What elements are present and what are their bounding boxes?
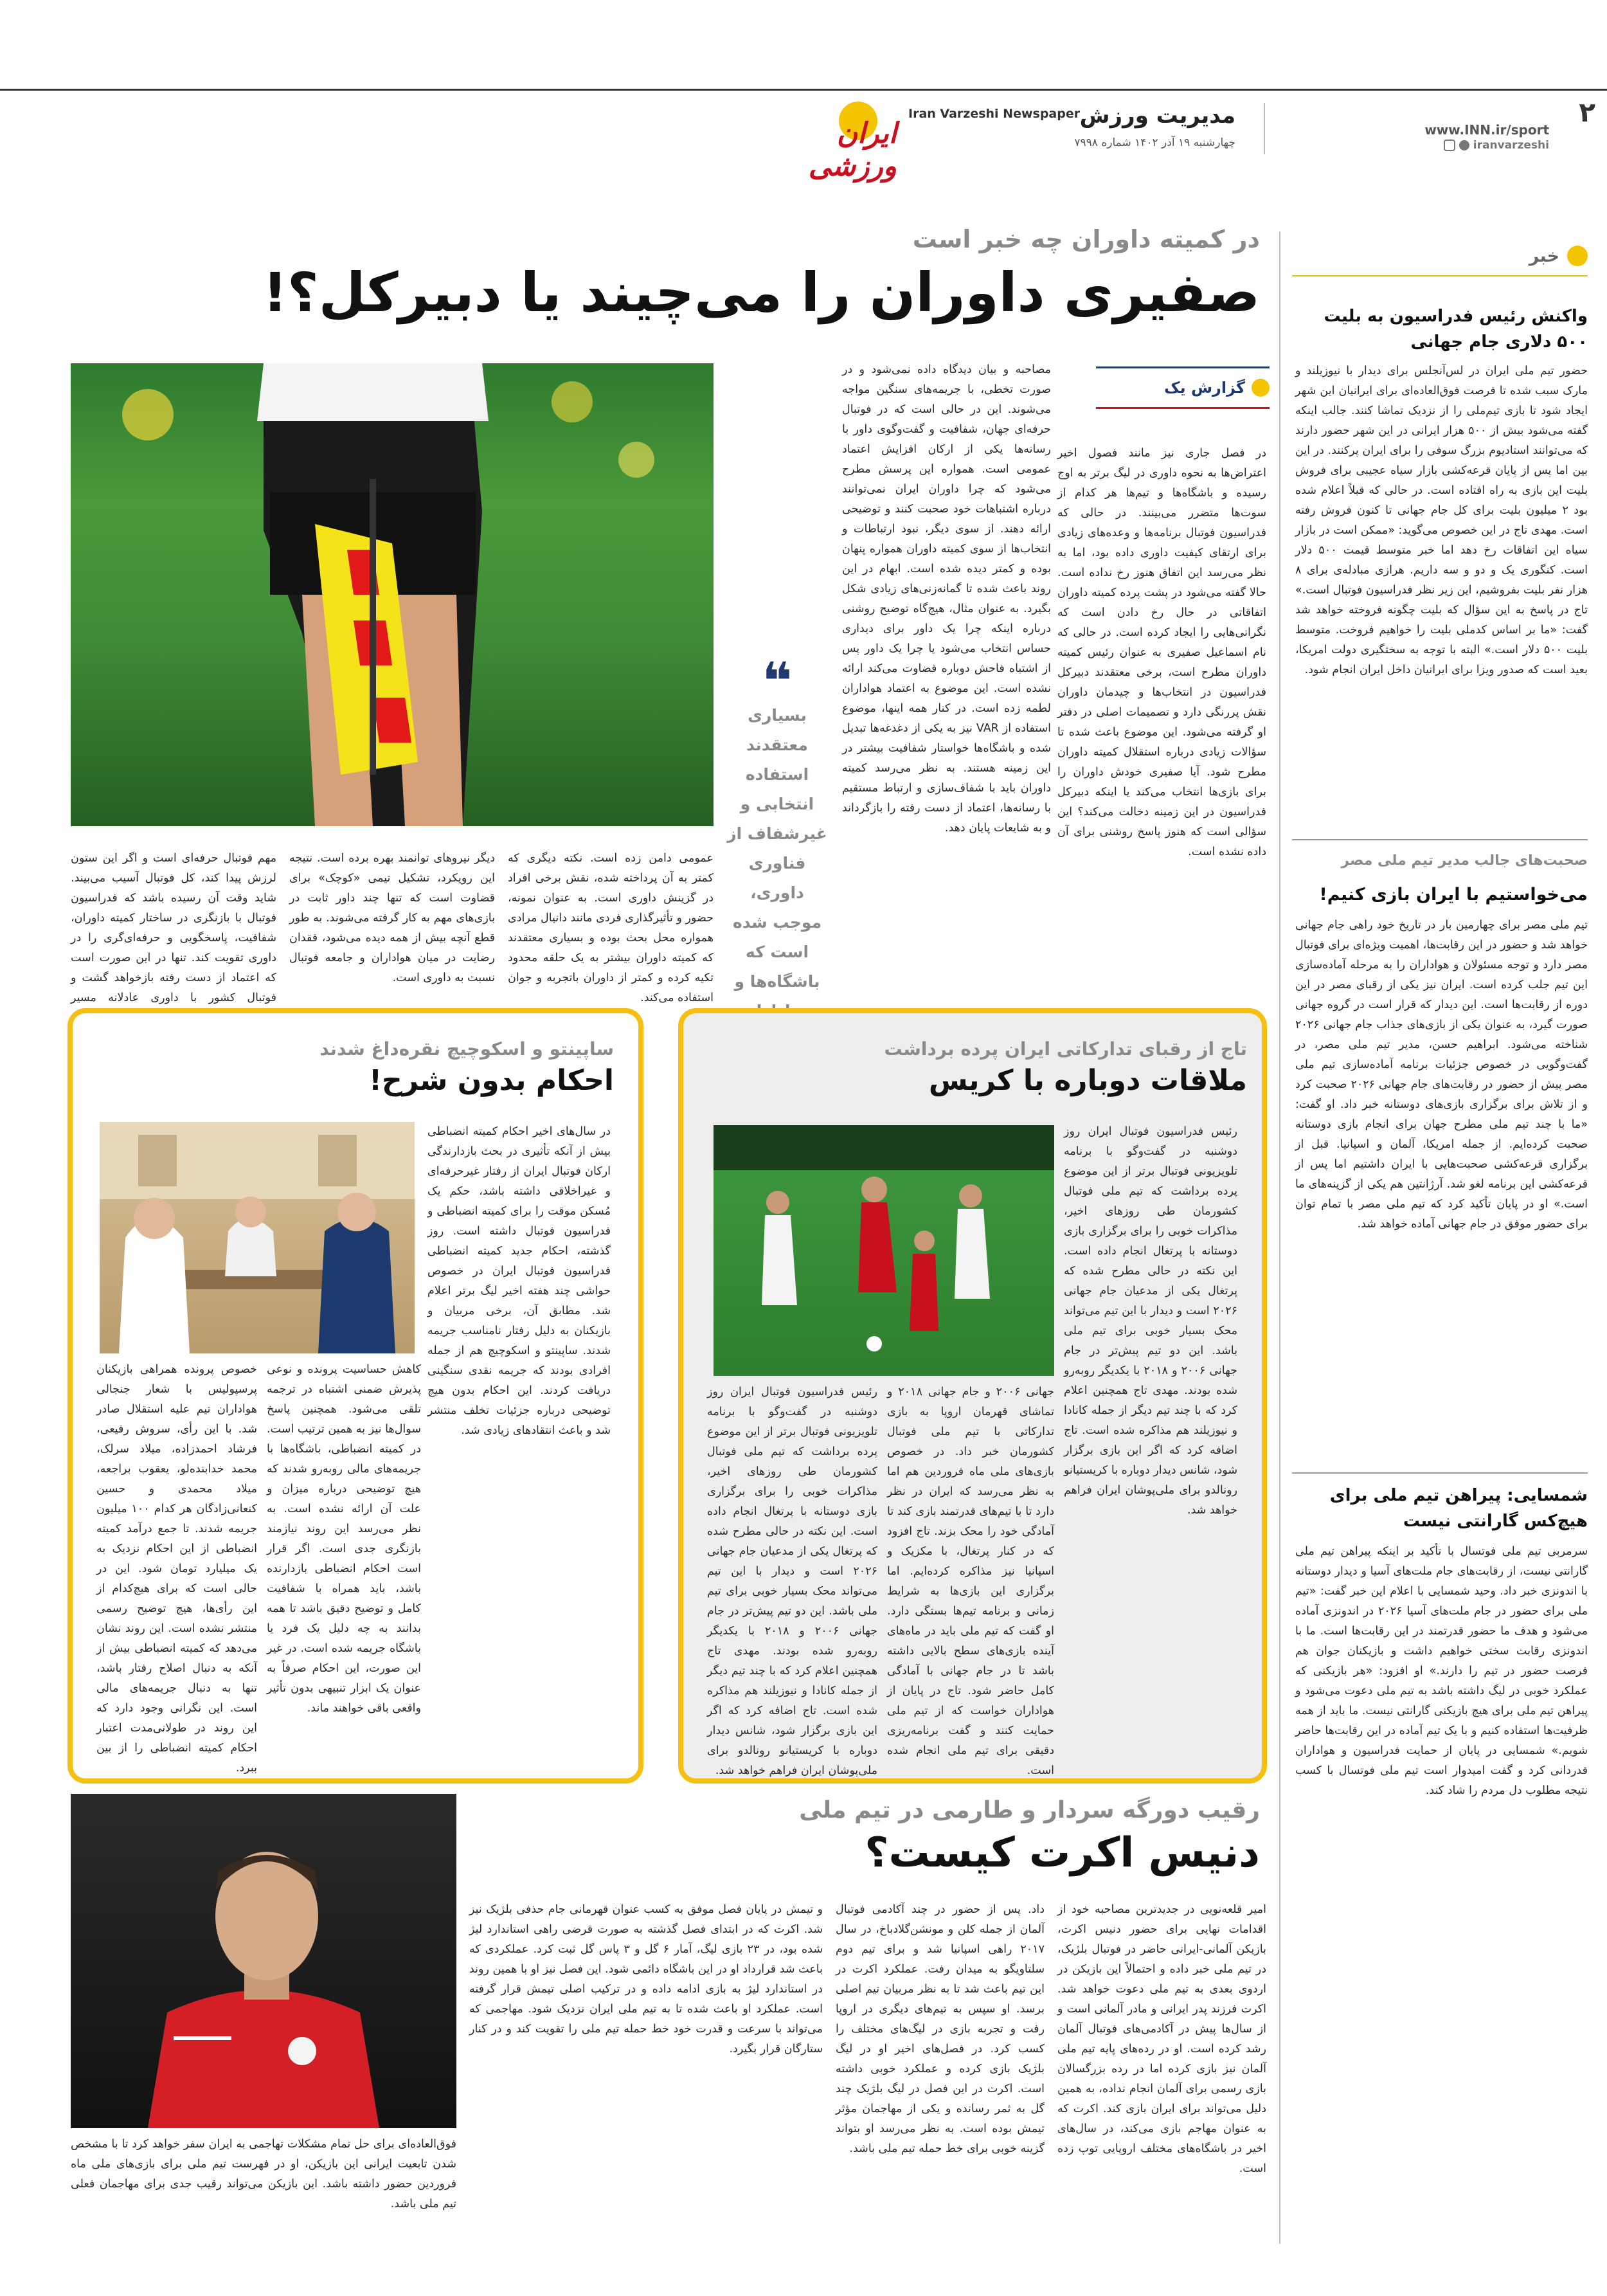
sidebar-label: خبر bbox=[1529, 246, 1588, 266]
main-title: صفیری داوران را می‌چیند یا دبیرکل؟! bbox=[262, 261, 1260, 324]
sidebar-news2-title: می‌خواستیم با ایران بازی کنیم! bbox=[1319, 885, 1588, 905]
sidebar-news3-title: شمسایی: پیراهن تیم ملی برای هیچ‌کس گارانتی نیست bbox=[1329, 1486, 1588, 1531]
ekert-col2: داد. پس از حضور در چند آکادمی فوتبال آلمان از جمله کلن و مونشن‌گلادباخ، در سال ۲۰۱۷ راهی اسپانیا شد و برای تیم دوم سلتاویگو به میدان رفت. عملکرد اکرت در این تیم باعث شد تا به نظر مربیان تیم اصلی برسد. او سپس به تیم‌های دیگری در اروپا رفت و تجربه بازی در لیگ‌های مختلف را کسب کرد. در فصل‌های اخیر او در لیگ بلژیک بازی کرده و عملکرد خوبی داشته است. اکرت در این فصل در لیگ بلژیک چند گل به ثمر رسانده و یکی از مهاجمان مؤثر تیمش بوده است. به نظر می‌رسد او بتواند گزینه خوبی برای خط حمله تیم ملی باشد. bbox=[836, 1903, 1045, 2155]
box-referees-col-far: خصوص پرونده همراهی بازیکنان پرسپولیس با شعار جنجالی هواداران تیم علیه استقلال صادر شد. با این رأی، سروش رفیعی، فرشاد احمدزاده، میلاد سرلک، محمد خدابنده‌لو، یعقوب براجعه، میلاد محمدی و حسین کنعانی‌زادگان هر کدام ۱۰۰ میلیون جریمه شدند. تا جمع درآمد کمیته انضباطی از این احکام نزدیک به یک میلیارد تومان شود. این در حالی است که برای هیچ‌کدام از این رأی‌ها، هیچ توضیح رسمی منتشر نشده است. این روند نشان می‌دهد که کمیته انضباطی بیش از آنکه به دنبال اصلاح رفتار باشد، تنها به دنبال جریمه‌های مالی است. این نگرانی وجود دارد که این روند در طولانی‌مدت اعتبار احکام کمیته انضباطی را از بین ببرد. bbox=[96, 1363, 257, 1775]
box-referees-kicker: ساپینتو و اسکوچیچ نقره‌داغ شدند bbox=[319, 1038, 614, 1060]
pull-quote: ❝ بسیاری معتقدند استفاده انتخابی و غیرشفاف از فناوری داوری، موجب شده است که باشگاه‌ها و bbox=[723, 662, 831, 1144]
logo[interactable] bbox=[755, 96, 897, 183]
section-title: مدیریت ورزش bbox=[1079, 103, 1235, 129]
sidebar-label-rule bbox=[1292, 275, 1588, 276]
sidebar-news3-body: سرمربی تیم ملی فوتسال با تأکید بر اینکه پیراهن تیم ملی گارانتی نیست، از رقابت‌های جام ملت‌های آسیا و دیدار دوستانه با اندونزی خبر داد. وحید شمسایی با اعلام این خبر گفت: «تیم ملی برای حضور در جام ملت‌های آسیا ۲۰۲۶ در اندونزی آماده می‌شود و هدف ما حضور قدرتمند در این رقابت‌ها است. ما با اندونزی رقابت سختی خواهیم داشت و بازیکنان جوان هم فرصت حضور در تیم را دارند.» او افزود: «هر بازیکنی که عملکرد خوبی در لیگ داشته باشد به تیم ملی دعوت می‌شود و پیراهن تیم ملی برای هیچ بازیکنی گارانتی نیست. ما باید از همه ظرفیت‌ها استفاده کنیم و با یک تیم آماده در این رقابت‌ها حاضر شویم.» شمسایی در پایان از حمایت فدراسیون و هواداران قدردانی کرد و گفت امیدوار است تیم ملی فوتسال با کسب نتیجه مطلوب دل مردم را شاد کند. bbox=[1295, 1545, 1588, 1797]
main-bottom-col3: مهم فوتبال حرفه‌ای است و اگر این ستون لرزش پیدا کند، کل فوتبال آسیب می‌بیند. شاید وقت آن رسیده باشد که فدراسیون فوتبال با بازنگری در ساختار کمیته داوران، شفافیت، پاسخگویی و حرفه‌ای‌گری را در داوری تقویت کند. تنها در این صورت است که اعتماد از دست رفته بازخواهد گشت و فوتبال کشور با داوری عادلانه مسیر bbox=[71, 852, 276, 1004]
portugal-match-photo bbox=[714, 1125, 1054, 1376]
ekert-col4: فوق‌العاده‌ای برای حل تمام مشکلات تهاجمی به ایران سفر خواهد کرد تا با مشخص شدن تابعیت ایرانی این بازیکن، او در فهرست تیم ملی برای بازی‌های ملی ماه فروردین حضور داشته باشد. این بازیکن می‌تواند رقیب جدی برای مهاجمان فعلی تیم ملی باشد. bbox=[71, 2138, 456, 2210]
sidebar-sep-1 bbox=[1292, 839, 1588, 840]
logo-text: ایران ورزشی bbox=[808, 117, 897, 183]
meeting-illustration bbox=[100, 1122, 415, 1353]
main-col1: در فصل جاری نیز مانند فصول اخیر اعتراض‌ها به نحوه داوری در لیگ برتر به اوج رسیده و باشگاه‌ها و تیم‌ها هر کدام از سوت‌ها متضرر می‌بینند. در حالی که فدراسیون فوتبال برنامه‌ها و وعده‌های زیادی برای ارتقای کیفیت داوری داده بود، اما به نظر می‌رسد این اتفاق هنوز رخ نداده است. حالا گفته می‌شود در پشت پرده کمیته داوران اتفاقاتی در حال رخ دادن است که نگرانی‌هایی را ایجاد کرده است. در حالی که نام اسماعیل صفیری به عنوان رئیس کمیته داوران مطرح است، برخی معتقدند دبیرکل فدراسیون در انتخاب‌ها و چیدمان داوران نقش پررنگی دارد و تصمیمات اصلی در دفتر او گرفته می‌شود. این موضوع باعث شده تا سؤالات زیادی درباره استقلال کمیته داوران مطرح شود. آیا صفیری خودش داوران را برای بازی‌ها انتخاب می‌کند یا اینکه دبیرکل فدراسیون در این زمینه دخالت می‌کند؟ این سؤالی است که هنوز پاسخ روشنی برای آن داده نشده است. bbox=[1057, 447, 1266, 858]
player-illustration bbox=[71, 1794, 456, 2128]
ekert-title: دنیس اکرت کیست؟ bbox=[865, 1829, 1260, 1877]
meeting-photo bbox=[100, 1122, 415, 1353]
header-divider bbox=[1264, 103, 1265, 154]
box-referees-title: احکام بدون شرح! bbox=[368, 1064, 614, 1097]
main-col2: مصاحبه و بیان دیدگاه داده نمی‌شود و در صورت تخطی، با جریمه‌های سنگین مواجه می‌شوند. این در حالی است که در فوتبال حرفه‌ای جهان، شفافیت و گفت‌وگوی داور با رسانه‌ها یکی از ارکان افزایش اعتماد عمومی است. همواره این پرسش مطرح می‌شود که چرا داوران ایران نمی‌توانند درباره اشتباهات خود صحبت کنند و توضیحی ارائه دهند. از سوی دیگر، نبود ارتباطات و انتخاب‌ها از سوی کمیته داوران همواره پنهان بوده و کمتر دیده شده است. ابهام در این روند باعث شده تا گمانه‌زنی‌های زیادی شکل بگیرد. به عنوان مثال، هیچ‌گاه توضیح روشنی درباره اینکه چرا یک داور برای دیداری حساس انتخاب می‌شود یا چرا یک داور پس از اشتباه فاحش دوباره قضاوت می‌کند ارائه نشده است. این موضوع به اعتماد هواداران لطمه زده است. در کنار همه اینها، موضوع استفاده از VAR نیز به یکی از دغدغه‌ها تبدیل شده و باشگاه‌ها خواستار شفافیت بیشتر در این زمینه هستند. به نظر می‌رسد کمیته داوران باید با شفاف‌سازی و ارتباط مستقیم با رسانه‌ها، اعتماد از دست رفته را بازگرداند و به شایعات پایان دهد. bbox=[842, 363, 1051, 835]
report-label: گزارش یک bbox=[1096, 366, 1270, 409]
referee-photo bbox=[71, 363, 714, 826]
box-portugal-title: ملاقات دوباره با کریس bbox=[928, 1064, 1247, 1097]
referee-illustration bbox=[71, 363, 714, 826]
ekert-kicker: رقیب دورگه سردار و طارمی در تیم ملی bbox=[799, 1797, 1260, 1823]
ekert-col1: امیر قلعه‌نویی در جدیدترین مصاحبه خود از اقدامات نهایی برای حضور دنیس اکرت، بازیکن آلمانی-ایرانی حاضر در فوتبال بلژیک، در تیم ملی خبر داده و احتمالاً این بازیکن در اردوی بعدی به تیم ملی دعوت خواهد شد. اکرت فرزند پدر ایرانی و مادر آلمانی است و از سال‌ها پیش در آکادمی‌های فوتبال آلمان رشد کرده است. او در رده‌های پایه تیم ملی آلمان نیز بازی کرده اما در رده بزرگسالان بازی رسمی برای آلمان انجام نداده، به همین دلیل می‌تواند برای ایران بازی کند. اکرت که به عنوان مهاجم بازی می‌کند، در سال‌های اخیر در باشگاه‌های مختلف اروپایی توپ زده است. bbox=[1057, 1903, 1266, 2175]
ekert-col3: و تیمش در پایان فصل موفق به کسب عنوان قهرمانی جام حذفی بلژیک نیز شد. اکرت که در ابتدای فصل گذشته به صورت قرضی راهی استاندارد لیژ شده بود، در ۲۳ بازی لیگ، آمار ۶ گل و ۳ پاس گل ثبت کرد. عملکردی که باعث شد قرارداد او در این باشگاه دائمی شود. این فصل نیز او با همین روند در استاندارد لیژ به بازی ادامه داده و در ترکیب اصلی تیمش قرار گرفته است. عملکرد او باعث شده تا به تیم ملی ایران نزدیک شود. مهاجمی که می‌تواند با سرعت و قدرت خود خط حمله تیم ملی را تقویت کند و در کنار ستارگان قرار بگیرد. bbox=[469, 1903, 823, 2056]
quote-icon: ❝ bbox=[762, 651, 793, 711]
newspaper-en: Iran Varzeshi Newspaper bbox=[908, 107, 1081, 121]
instagram-icon[interactable] bbox=[1444, 140, 1455, 151]
website-text[interactable]: www.INN.ir/sport bbox=[1424, 122, 1549, 138]
sidebar-news1-title: واکنش رئیس فدراسیون به بلیت ۵۰۰ دلاری جام جهانی bbox=[1324, 307, 1588, 352]
box-portugal-col-left2: رئیس فدراسیون فوتبال ایران روز دوشنبه در گفت‌وگو با برنامه تلویزیونی فوتبال برتر از این موضوع پرده برداشت که تیم ملی فوتبال کشورمان طی روزهای اخیر، مذاکرات خوبی را برای برگزاری بازی دوستانه با پرتغال انجام داده است. این نکته در حالی مطرح شده که پرتغال یکی از مدعیان جام جهانی ۲۰۲۶ است و دیدار با این تیم می‌تواند محک بسیار خوبی برای تیم ملی باشد. این دو تیم پیش‌تر در جام جهانی ۲۰۰۶ و ۲۰۱۸ با یکدیگر روبه‌رو شده بودند. مهدی تاج همچنین اعلام کرد که با چند تیم دیگر از جمله کانادا و نیوزیلند هم مذاکره شده است. تاج اضافه کرد که اگر این بازی برگزار شود، شانس دیدار دوباره با کریستیانو رونالدو برای ملی‌پوشان ایران فراهم خواهد شد. bbox=[707, 1386, 877, 1777]
box-referees-col-left: کاهش حساسیت پرونده و نوعی پذیرش ضمنی اشتباه در ترجمه تلقی می‌شود. همچنین پاسخ سوال‌ها نیز به همین ترتیب است. در کمیته انضباطی، باشگاه‌ها با جریمه‌های مالی روبه‌رو شدند که هیچ توضیحی درباره میزان و علت آن ارائه نشده است. به نظر می‌رسد این روند نیازمند بازنگری جدی است. اگر قرار است احکام انضباطی بازدارنده باشد، باید همراه با شفافیت کامل و توضیح دقیق باشد تا همه بدانند به چه دلیل یک فرد یا باشگاه جریمه شده است. در غیر این صورت، این احکام صرفاً به عنوان یک ابزار تنبیهی بدون تأثیر واقعی باقی خواهند ماند. bbox=[267, 1363, 421, 1715]
date-line: چهارشنبه ۱۹ آذر ۱۴۰۲ شماره ۷۹۹۸ bbox=[1074, 136, 1235, 149]
page-number: ۲ bbox=[1579, 96, 1595, 128]
ekert-photo bbox=[71, 1794, 456, 2128]
top-rule bbox=[0, 89, 1607, 91]
sidebar-divider bbox=[1279, 231, 1280, 2244]
telegram-icon[interactable] bbox=[1459, 140, 1469, 150]
sidebar-news2-kicker: صحبت‌های جالب مدیر تیم ملی مصر bbox=[1341, 853, 1588, 869]
main-bottom-col2: دیگر نیروهای توانمند بهره برده است. نتیجه این رویکرد، تشکیل تیمی «کوچک» برای قضاوت است که تنها چند داور ثابت در بازی‌های مهم به کار گرفته می‌شوند. به طور قطع آنچه بیش از همه دیده می‌شود، فقدان رضایت در میان هواداران و جامعه فوتبال نسبت به داوری است. bbox=[289, 852, 495, 984]
box-portugal-col-right: رئیس فدراسیون فوتبال ایران روز دوشنبه در گفت‌وگو با برنامه تلویزیونی فوتبال برتر از این موضوع پرده برداشت که تیم ملی فوتبال کشورمان طی روزهای اخیر، مذاکرات خوبی را برای برگزاری بازی دوستانه با پرتغال انجام داده است. این نکته در حالی مطرح شده که پرتغال یکی از مدعیان جام جهانی ۲۰۲۶ است و دیدار با این تیم می‌تواند محک بسیار خوبی برای تیم ملی باشد. این دو تیم پیش‌تر در جام جهانی ۲۰۰۶ و ۲۰۱۸ با یکدیگر روبه‌رو شده بودند. مهدی تاج همچنین اعلام کرد که با چند تیم دیگر از جمله کانادا و نیوزیلند هم مذاکره شده است. تاج اضافه کرد که اگر این بازی برگزار شود، شانس دیدار دوباره با کریستیانو رونالدو برای ملی‌پوشان ایران فراهم خواهد شد. bbox=[1064, 1125, 1237, 1517]
match-illustration bbox=[714, 1125, 1054, 1376]
main-kicker: در کمیته داوران چه خبر است bbox=[912, 225, 1260, 253]
social-handle: iranvarzeshi bbox=[1444, 139, 1549, 152]
box-referees-col-right: در سال‌های اخیر احکام کمیته انضباطی بیش از آنکه تأثیری در بحث بازدارندگی ارکان فوتبال ایران از رفتار غیرحرفه‌ای و غیراخلاقی داشته باشد، حکم یک مُسکن موقت را برای کمیته انضباطی و فدراسیون فوتبال داشته است. روز گذشته، احکام جدید کمیته انضباطی فدراسیون فوتبال ایران در خصوص حواشی چند هفته اخیر لیگ برتر اعلام شد. مطابق آن، برخی مربیان و بازیکنان به دلیل رفتار نامناسب جریمه شدند. ساپینتو و اسکوچیچ هم از جمله افرادی بودند که جریمه نقدی سنگینی دریافت کردند. این احکام بدون هیچ توضیحی درباره جزئیات تخلف منتشر شد و باعث انتقادهای زیادی شد. bbox=[427, 1125, 611, 1437]
box-portugal-col-left: جهانی ۲۰۰۶ و جام جهانی ۲۰۱۸ و تماشای قهرمان اروپا به بازی تدارکاتی با تیم ملی فوتبال کشورمان خبر داد. در خصوص بازی‌های ملی ماه فروردین هم اما به نظر می‌رسد که ایران در نظر دارد تا با تیم‌های قدرتمند بازی کند تا آمادگی خود را محک بزند. تاج افزود که در کنار پرتغال، با مکزیک و اسپانیا نیز مذاکره کرده‌ایم. اما برگزاری این بازی‌ها به شرایط زمانی و برنامه تیم‌ها بستگی دارد. او گفت که تیم ملی باید در ماه‌های آینده بازی‌های سطح بالایی داشته باشد تا در جام جهانی با آمادگی کامل حاضر شود. تاج در پایان از هواداران خواست که از تیم ملی حمایت کنند و گفت برنامه‌ریزی دقیقی برای تیم ملی انجام شده است. bbox=[887, 1386, 1054, 1777]
yellow-dot-icon bbox=[1567, 246, 1588, 266]
main-bottom-col1: عمومی دامن زده است. نکته دیگری که کمتر به آن پرداخته شده، نقش برخی افراد در گزینش داوری است. به عنوان نمونه، حضور و تأثیرگذاری فردی مانند دانیال مرادی همواره محل بحث بوده و بسیاری معتقدند که کمیته داوران بیشتر به یک حلقه محدود تکیه کرده و کمتر از داوران باتجربه و جوان استفاده می‌کند. bbox=[508, 852, 714, 1004]
yellow-dot-icon bbox=[1252, 379, 1270, 397]
box-portugal-kicker: تاج از رقبای تدارکاتی ایران پرده برداشت bbox=[884, 1038, 1247, 1060]
sidebar-sep-2 bbox=[1292, 1472, 1588, 1474]
sidebar-news1-body: حضور تیم ملی ایران در لس‌آنجلس برای دیدار با نیوزیلند و مارک سبب شده تا فرصت فوق‌العاده‌ای برای ایرانیان این شهر ایجاد شود تا بازی تیم‌ملی را از نزدیک تماشا کنند. جالب اینکه گفته می‌شود بیش از ۵۰۰ هزار ایرانی در این شهر حضور دارند که می‌توانند استادیوم بزرگ سوفی را برای ایران پرکنند. در این بین اما پس از پایان قرعه‌کشی بازار سیاه عجیبی برای فروش بلیت این بازی به راه افتاده است. در حالی که قبلاً اعلام شده بود ۲ میلیون بلیت برای کل جام جهانی تا کنون فروش رفته است. مهدی تاج در این خصوص می‌گوید: «ممکن است در بازار سیاه این اتفاقات رخ دهد اما خبر متوسط قیمت ۵۰۰ دلار است. کنگوری یک و دو و سه داریم. هرازی مبادله‌ی برای ۸ هزار نفر بلیت بفروشیم، این زیر نظر فدراسیون فوتبال است.» تاج در پاسخ به این سؤال که بلیت چگونه فروخته خواهد شد گفت: «ما بر اساس کدملی بلیت را خواهیم فروخت. متوسط بلیت ۵۰۰ دلار است.» البته با توجه به سختگیری دولت امریکا، بعید است که صدور ویزا برای ایرانیان داخل ایران انجام شود. bbox=[1295, 365, 1588, 676]
sidebar-news2-body: تیم ملی مصر برای چهارمین بار در تاریخ خود راهی جام جهانی خواهد شد و حضور در این رقابت‌ها، اهمیت ویژه‌ای برای فوتبال مصر دارد و توجه مسئولان و هواداران را به مرحله آماده‌سازی این تیم جلب کرده است. ایران نیز یکی از رقبای مصر در این دوره از رقابت‌ها است. این دیدار که قرار است در گروه جهانی صورت گیرد، به عنوان یکی از بازی‌های جذاب جام جهانی ۲۰۲۶ شناخته می‌شود. ابراهیم حسن، مدیر تیم ملی مصر، در گفت‌وگویی در خصوص جزئیات برنامه آماده‌سازی تیم ملی مصر پیش از حضور در رقابت‌های جام جهانی ۲۰۲۶ صحبت کرد و از تلاش برای برگزاری بازی‌های دوستانه خبر داد. او گفت: «ما با چند تیم ملی مطرح جهان برای انجام بازی دوستانه صحبت کرده‌ایم. از جمله امریکا، آلمان و اسپانیا. قبل از برگزاری قرعه‌کشی صحبت‌هایی با ایران داشتیم اما پس از قرعه‌کشی این برنامه لغو شد. آرژانتین هم یکی از گزینه‌های ما است.» او در پایان تأکید کرد که تیم ملی مصر با تمام توان برای حضور موفق در جام جهانی آماده خواهد شد. bbox=[1295, 919, 1588, 1231]
